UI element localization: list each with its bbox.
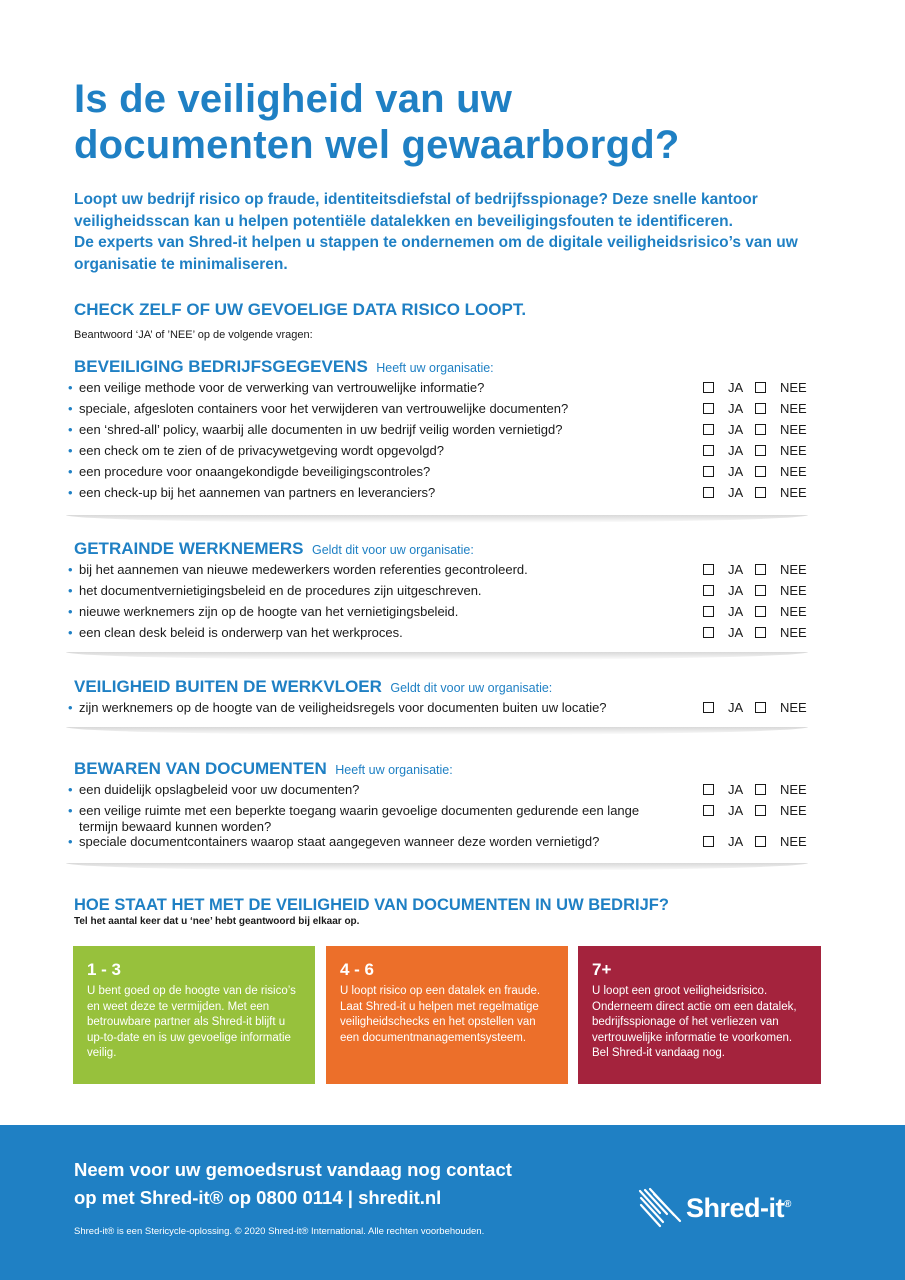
bullet-icon: •	[68, 803, 73, 818]
section-beveiliging	[66, 356, 808, 504]
score-card-high	[578, 946, 821, 1084]
ja-label: JA	[728, 464, 744, 479]
ja-checkbox[interactable]	[703, 445, 714, 456]
score-description: U loopt risico op een datalek en fraude. Laat Shred-it u helpen met regelmatige veiligheidschecks en het opstellen van een documentmanagementsysteem.	[340, 985, 541, 1044]
question-row	[66, 780, 808, 801]
nee-checkbox[interactable]	[755, 627, 766, 638]
bullet-icon: •	[68, 464, 73, 479]
answer-options	[703, 834, 813, 850]
ja-checkbox[interactable]	[703, 627, 714, 638]
answer-options	[703, 782, 813, 798]
ja-label: JA	[728, 803, 744, 818]
score-range: 4 - 6	[340, 960, 375, 979]
score-card-medium	[326, 946, 568, 1084]
ja-label: JA	[728, 625, 744, 640]
score-description: U loopt een groot veiligheidsrisico. Onderneem direct actie om een datalek, bedrijfsspionage of het verliezen van vertrouwelijke informatie te voorkomen. Bel Shred-it vandaag nog.	[592, 985, 797, 1059]
question-row	[66, 560, 808, 581]
legal-text: Shred-it® is een Stericycle-oplossing. © 2020 Shred-it® International. Alle rechten voorbehouden.	[74, 1226, 485, 1237]
nee-checkbox[interactable]	[755, 564, 766, 575]
bullet-icon: •	[68, 485, 73, 500]
ja-label: JA	[728, 562, 744, 577]
question-text: bij het aannemen van nieuwe medewerkers worden referenties gecontroleerd.	[79, 562, 528, 577]
answer-options	[703, 625, 813, 641]
ja-label: JA	[728, 782, 744, 797]
question-row	[66, 399, 808, 420]
nee-label: NEE	[780, 485, 807, 500]
bullet-icon: •	[68, 401, 73, 416]
section-subheading: Heeft uw organisatie:	[376, 361, 494, 375]
cta-line-1: Neem voor uw gemoedsrust vandaag nog contact	[74, 1159, 512, 1180]
question-row	[66, 623, 808, 644]
answer-options	[703, 604, 813, 620]
nee-checkbox[interactable]	[755, 466, 766, 477]
question-row	[66, 420, 808, 441]
question-text: een clean desk beleid is onderwerp van het werkproces.	[79, 625, 403, 640]
ja-label: JA	[728, 422, 744, 437]
section-divider	[66, 515, 808, 523]
contact-cta	[74, 1156, 634, 1212]
nee-label: NEE	[780, 834, 807, 849]
answer-options	[703, 562, 813, 578]
nee-label: NEE	[780, 700, 807, 715]
logo-wordmark: Shred-it	[686, 1193, 785, 1223]
nee-label: NEE	[780, 583, 807, 598]
score-description: U bent goed op de hoogte van de risico’s en weet deze te vermijden. Met een betrouwbare partner als Shred-it blijft u up-to-date en is uw gevoelige informatie veilig.	[87, 985, 296, 1059]
section-divider	[66, 863, 808, 871]
question-row	[66, 832, 808, 853]
intro-text	[74, 189, 834, 275]
bullet-icon: •	[68, 625, 73, 640]
ja-checkbox[interactable]	[703, 585, 714, 596]
nee-checkbox[interactable]	[755, 487, 766, 498]
section-bewaren	[66, 758, 808, 853]
score-range: 7+	[592, 960, 612, 979]
question-row	[66, 462, 808, 483]
section-title	[66, 676, 808, 698]
answer-options	[703, 464, 813, 480]
intro-paragraph-1: Loopt uw bedrijf risico op fraude, identiteitsdiefstal of bedrijfsspionage? Deze snelle kantoor veiligheidsscan kan u helpen potentiële datalekken en beveiligingsfouten te identificeren.	[74, 191, 758, 230]
nee-checkbox[interactable]	[755, 702, 766, 713]
ja-checkbox[interactable]	[703, 403, 714, 414]
question-row	[66, 801, 808, 832]
score-card-low	[73, 946, 315, 1084]
section-buiten-werkvloer	[66, 676, 808, 719]
ja-label: JA	[728, 604, 744, 619]
question-text: een procedure voor onaangekondigde beveiligingscontroles?	[79, 464, 431, 479]
section-heading: GETRAINDE WERKNEMERS	[74, 539, 304, 558]
answer-options	[703, 803, 813, 819]
answer-options	[703, 700, 813, 716]
nee-label: NEE	[780, 803, 807, 818]
section-divider	[66, 652, 808, 660]
bullet-icon: •	[68, 834, 73, 849]
cta-line-2: op met Shred-it® op 0800 0114 | shredit.nl	[74, 1187, 442, 1208]
section-heading: BEWAREN VAN DOCUMENTEN	[74, 759, 327, 778]
section-subheading: Heeft uw organisatie:	[335, 763, 453, 777]
ja-label: JA	[728, 401, 744, 416]
question-row	[66, 602, 808, 623]
section-title	[66, 356, 808, 378]
ja-checkbox[interactable]	[703, 466, 714, 477]
answer-options	[703, 422, 813, 438]
question-text: speciale documentcontainers waarop staat aangegeven wanneer deze worden vernietigd?	[79, 834, 600, 849]
intro-paragraph-2: De experts van Shred-it helpen u stappen te ondernemen om de digitale veiligheidsrisico’s van uw organisatie te minimaliseren.	[74, 234, 798, 273]
footer	[0, 1125, 905, 1280]
nee-label: NEE	[780, 422, 807, 437]
question-row	[66, 483, 808, 504]
nee-label: NEE	[780, 604, 807, 619]
answer-options	[703, 401, 813, 417]
bullet-icon: •	[68, 700, 73, 715]
nee-checkbox[interactable]	[755, 805, 766, 816]
nee-checkbox[interactable]	[755, 403, 766, 414]
ja-checkbox[interactable]	[703, 805, 714, 816]
ja-checkbox[interactable]	[703, 424, 714, 435]
nee-checkbox[interactable]	[755, 445, 766, 456]
page-title	[74, 76, 854, 168]
nee-label: NEE	[780, 380, 807, 395]
question-text: het documentvernietigingsbeleid en de procedures zijn uitgeschreven.	[79, 583, 482, 598]
nee-label: NEE	[780, 401, 807, 416]
question-text: speciale, afgesloten containers voor het verwijderen van vertrouwelijke documenten?	[79, 401, 569, 416]
question-text: een veilige methode voor de verwerking van vertrouwelijke informatie?	[79, 380, 485, 395]
check-heading: CHECK ZELF OF UW GEVOELIGE DATA RISICO LOOPT.	[74, 300, 527, 319]
question-text: zijn werknemers op de hoogte van de veiligheidsregels voor documenten buiten uw locatie?	[79, 700, 607, 715]
ja-checkbox[interactable]	[703, 606, 714, 617]
answer-options	[703, 380, 813, 396]
nee-checkbox[interactable]	[755, 836, 766, 847]
nee-label: NEE	[780, 782, 807, 797]
bullet-icon: •	[68, 380, 73, 395]
question-text: nieuwe werknemers zijn op de hoogte van het vernietigingsbeleid.	[79, 604, 459, 619]
ja-label: JA	[728, 485, 744, 500]
answer-options	[703, 485, 813, 501]
result-heading: HOE STAAT HET MET DE VEILIGHEID VAN DOCUMENTEN IN UW BEDRIJF?	[74, 896, 669, 914]
answer-instruction: Beantwoord ‘JA’ of ’NEE’ op de volgende vragen:	[74, 329, 313, 341]
bullet-icon: •	[68, 443, 73, 458]
logo-text	[686, 1193, 791, 1224]
shredder-lines-icon	[638, 1187, 684, 1229]
question-row	[66, 698, 808, 719]
nee-checkbox[interactable]	[755, 585, 766, 596]
question-text: een check om te zien of de privacywetgeving wordt opgevolgd?	[79, 443, 444, 458]
ja-checkbox[interactable]	[703, 564, 714, 575]
section-divider	[66, 727, 808, 735]
ja-checkbox[interactable]	[703, 784, 714, 795]
shred-it-logo	[638, 1187, 838, 1231]
section-title	[66, 758, 808, 780]
ja-checkbox[interactable]	[703, 836, 714, 847]
section-subheading: Geldt dit voor uw organisatie:	[390, 681, 553, 695]
ja-checkbox[interactable]	[703, 487, 714, 498]
ja-label: JA	[728, 380, 744, 395]
score-range: 1 - 3	[87, 960, 122, 979]
question-text: een ‘shred-all’ policy, waarbij alle documenten in uw bedrijf veilig worden vernietigd?	[79, 422, 563, 437]
ja-label: JA	[728, 834, 744, 849]
nee-checkbox[interactable]	[755, 606, 766, 617]
section-title	[66, 538, 808, 560]
question-row	[66, 441, 808, 462]
nee-label: NEE	[780, 443, 807, 458]
bullet-icon: •	[68, 422, 73, 437]
answer-options	[703, 583, 813, 599]
nee-label: NEE	[780, 464, 807, 479]
question-text: een veilige ruimte met een beperkte toegang waarin gevoelige documenten gedurende een lange termijn bewaard kunnen worden?	[79, 803, 640, 834]
ja-checkbox[interactable]	[703, 382, 714, 393]
ja-label: JA	[728, 443, 744, 458]
bullet-icon: •	[68, 583, 73, 598]
question-text: een duidelijk opslagbeleid voor uw documenten?	[79, 782, 360, 797]
nee-checkbox[interactable]	[755, 424, 766, 435]
bullet-icon: •	[68, 782, 73, 797]
section-heading: VEILIGHEID BUITEN DE WERKVLOER	[74, 677, 382, 696]
nee-checkbox[interactable]	[755, 382, 766, 393]
question-row	[66, 378, 808, 399]
bullet-icon: •	[68, 604, 73, 619]
nee-label: NEE	[780, 625, 807, 640]
bullet-icon: •	[68, 562, 73, 577]
logo-registered-mark: ®	[784, 1199, 791, 1210]
nee-label: NEE	[780, 562, 807, 577]
section-heading: BEVEILIGING BEDRIJFSGEGEVENS	[74, 357, 368, 376]
ja-checkbox[interactable]	[703, 702, 714, 713]
ja-label: JA	[728, 700, 744, 715]
question-text: een check-up bij het aannemen van partners en leveranciers?	[79, 485, 436, 500]
title-line-2: documenten wel gewaarborgd?	[74, 123, 680, 167]
section-werknemers	[66, 538, 808, 644]
result-subheading: Tel het aantal keer dat u ‘nee’ hebt geantwoord bij elkaar op.	[74, 916, 360, 927]
nee-checkbox[interactable]	[755, 784, 766, 795]
title-line-1: Is de veiligheid van uw	[74, 77, 513, 121]
section-subheading: Geldt dit voor uw organisatie:	[311, 543, 474, 557]
answer-options	[703, 443, 813, 459]
ja-label: JA	[728, 583, 744, 598]
question-row	[66, 581, 808, 602]
